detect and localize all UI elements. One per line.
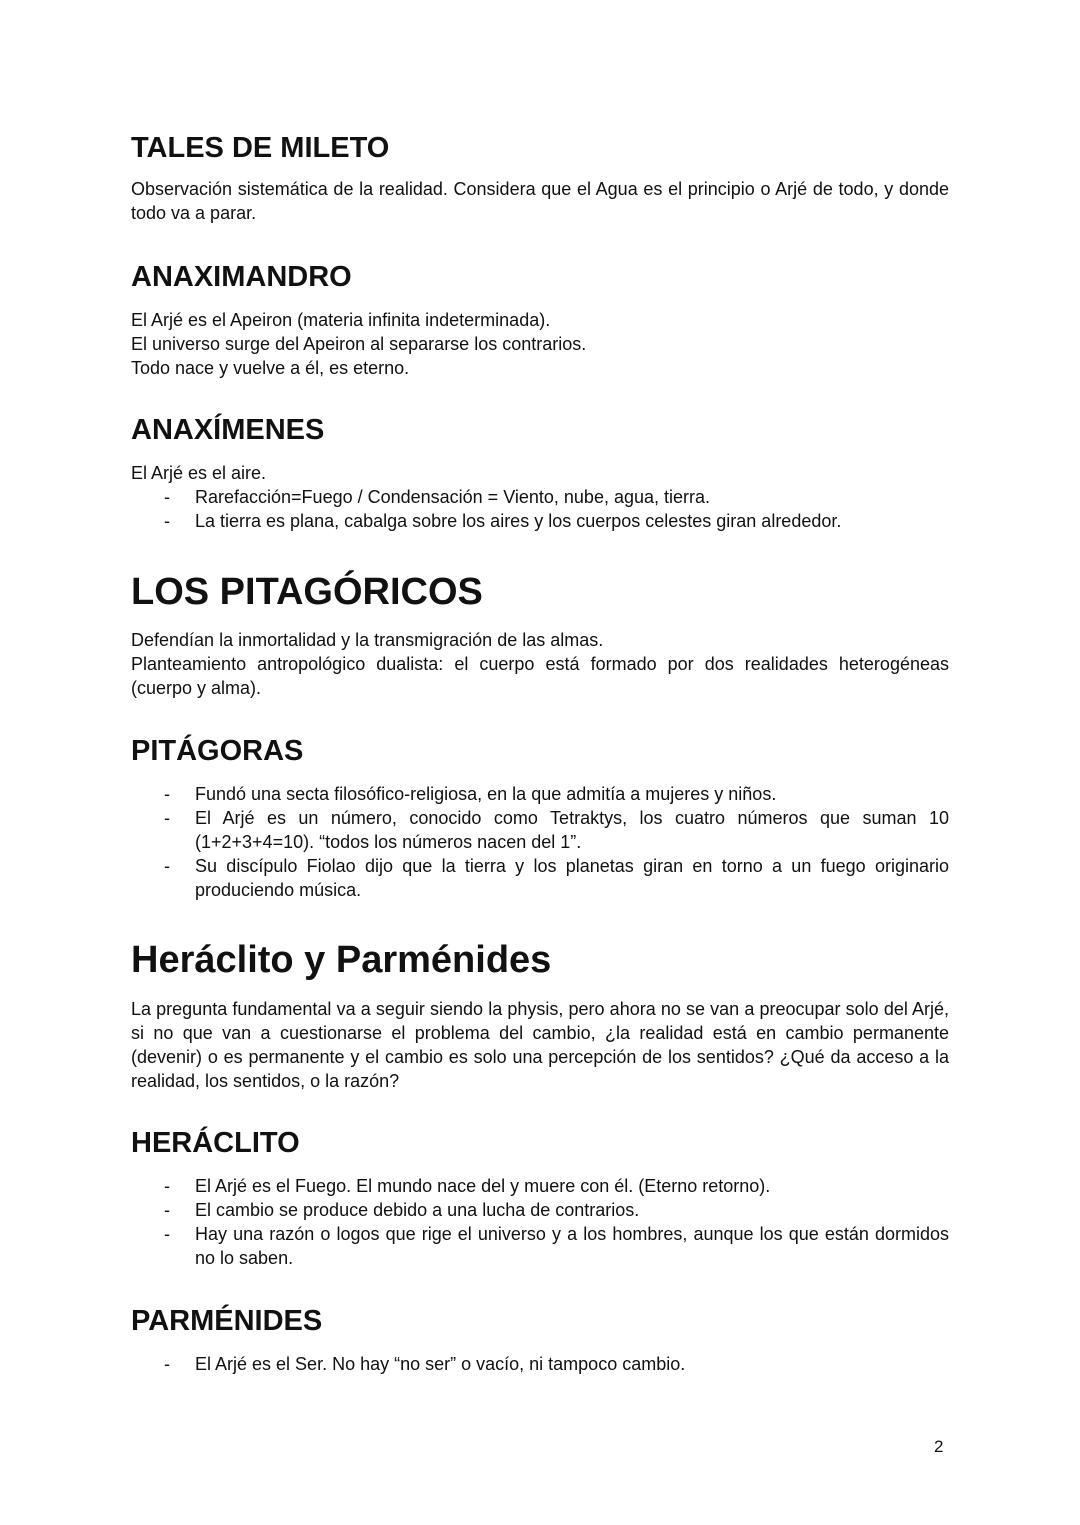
section-anaximenes	[131, 413, 949, 533]
section-parmenides	[131, 1304, 949, 1376]
list-item: - Su discípulo Fiolao dijo que la tierra y los planetas giran en torno a un fuego originario produciendo música.	[164, 856, 949, 900]
dash-bullet: -	[164, 1224, 170, 1244]
dash-bullet: -	[164, 856, 170, 876]
section-pitagoras	[131, 734, 949, 902]
list-item: - El cambio se produce debido a una lucha de contrarios.	[164, 1200, 640, 1220]
line-pitagoricos-1: Defendían la inmortalidad y la transmigración de las almas.	[131, 630, 604, 650]
section-heraclito	[131, 1126, 949, 1270]
page-number: 2	[934, 1437, 944, 1456]
line-anaximandro-1: El Arjé es el Apeiron (materia infinita indeterminada).	[131, 310, 551, 330]
dash-bullet: -	[164, 1200, 170, 1220]
line-anaximandro-2: El universo surge del Apeiron al separarse los contrarios.	[131, 334, 587, 354]
section-heraclito-parmenides	[131, 938, 949, 1093]
paragraph-heraclito-parmenides: La pregunta fundamental va a seguir siendo la physis, pero ahora no se van a preocupar solo del Arjé, si no que van a cuestionarse el problema del cambio, ¿la realidad está en cambio permanente (devenir) o es permanente y el cambio es solo una percepción de los sentidos? ¿Qué da acceso a la realidad, los sentidos, o la razón?	[131, 999, 949, 1091]
heading-pitagoras: PITÁGORAS	[131, 735, 304, 767]
heading-heraclito: HERÁCLITO	[131, 1127, 300, 1159]
paragraph-tales: Observación sistemática de la realidad. Considera que el Agua es el principio o Arjé de todo, y donde todo va a parar.	[131, 179, 949, 223]
heading-anaximandro: ANAXIMANDRO	[131, 261, 352, 293]
list-item: - Rarefacción=Fuego / Condensación = Viento, nube, agua, tierra.	[164, 487, 711, 507]
dash-bullet: -	[164, 511, 170, 531]
section-anaximandro	[131, 260, 949, 380]
dash-bullet: -	[164, 1176, 170, 1196]
line-anaximandro-3: Todo nace y vuelve a él, es eterno.	[131, 358, 410, 378]
section-pitagoricos	[131, 570, 949, 700]
list-item: - El Arjé es el Fuego. El mundo nace del y muere con él. (Eterno retorno).	[164, 1176, 771, 1196]
heading-pitagoricos: LOS PITAGÓRICOS	[131, 571, 483, 613]
dash-bullet: -	[164, 487, 170, 507]
list-item: - El Arjé es un número, conocido como Tetraktys, los cuatro números que suman 10 (1+2+3+4=10). “todos los números nacen del 1”.	[164, 808, 949, 852]
section-tales	[131, 131, 949, 225]
dash-bullet: -	[164, 784, 170, 804]
dash-bullet: -	[164, 1354, 170, 1374]
line-pitagoricos-2: Planteamiento antropológico dualista: el cuerpo está formado por dos realidades heterogéneas (cuerpo y alma).	[131, 654, 949, 698]
list-item: - La tierra es plana, cabalga sobre los aires y los cuerpos celestes giran alrededor.	[164, 511, 842, 531]
heading-parmenides: PARMÉNIDES	[131, 1305, 323, 1337]
list-item: - El Arjé es el Ser. No hay “no ser” o vacío, ni tampoco cambio.	[164, 1354, 686, 1374]
list-heraclito	[131, 1174, 949, 1270]
list-parmenides	[131, 1352, 949, 1376]
paragraph-anaximenes-intro: El Arjé es el aire.	[131, 463, 267, 483]
list-anaximenes	[131, 485, 949, 533]
heading-heraclito-parmenides: Heráclito y Parménides	[131, 939, 552, 981]
list-item: - Hay una razón o logos que rige el universo y a los hombres, aunque los que están dormidos no lo saben.	[164, 1224, 949, 1268]
heading-tales: TALES DE MILETO	[131, 132, 390, 164]
heading-anaximenes: ANAXÍMENES	[131, 414, 325, 446]
list-item: - Fundó una secta filosófico-religiosa, en la que admitía a mujeres y niños.	[164, 784, 777, 804]
dash-bullet: -	[164, 808, 170, 828]
list-pitagoras	[131, 782, 949, 902]
